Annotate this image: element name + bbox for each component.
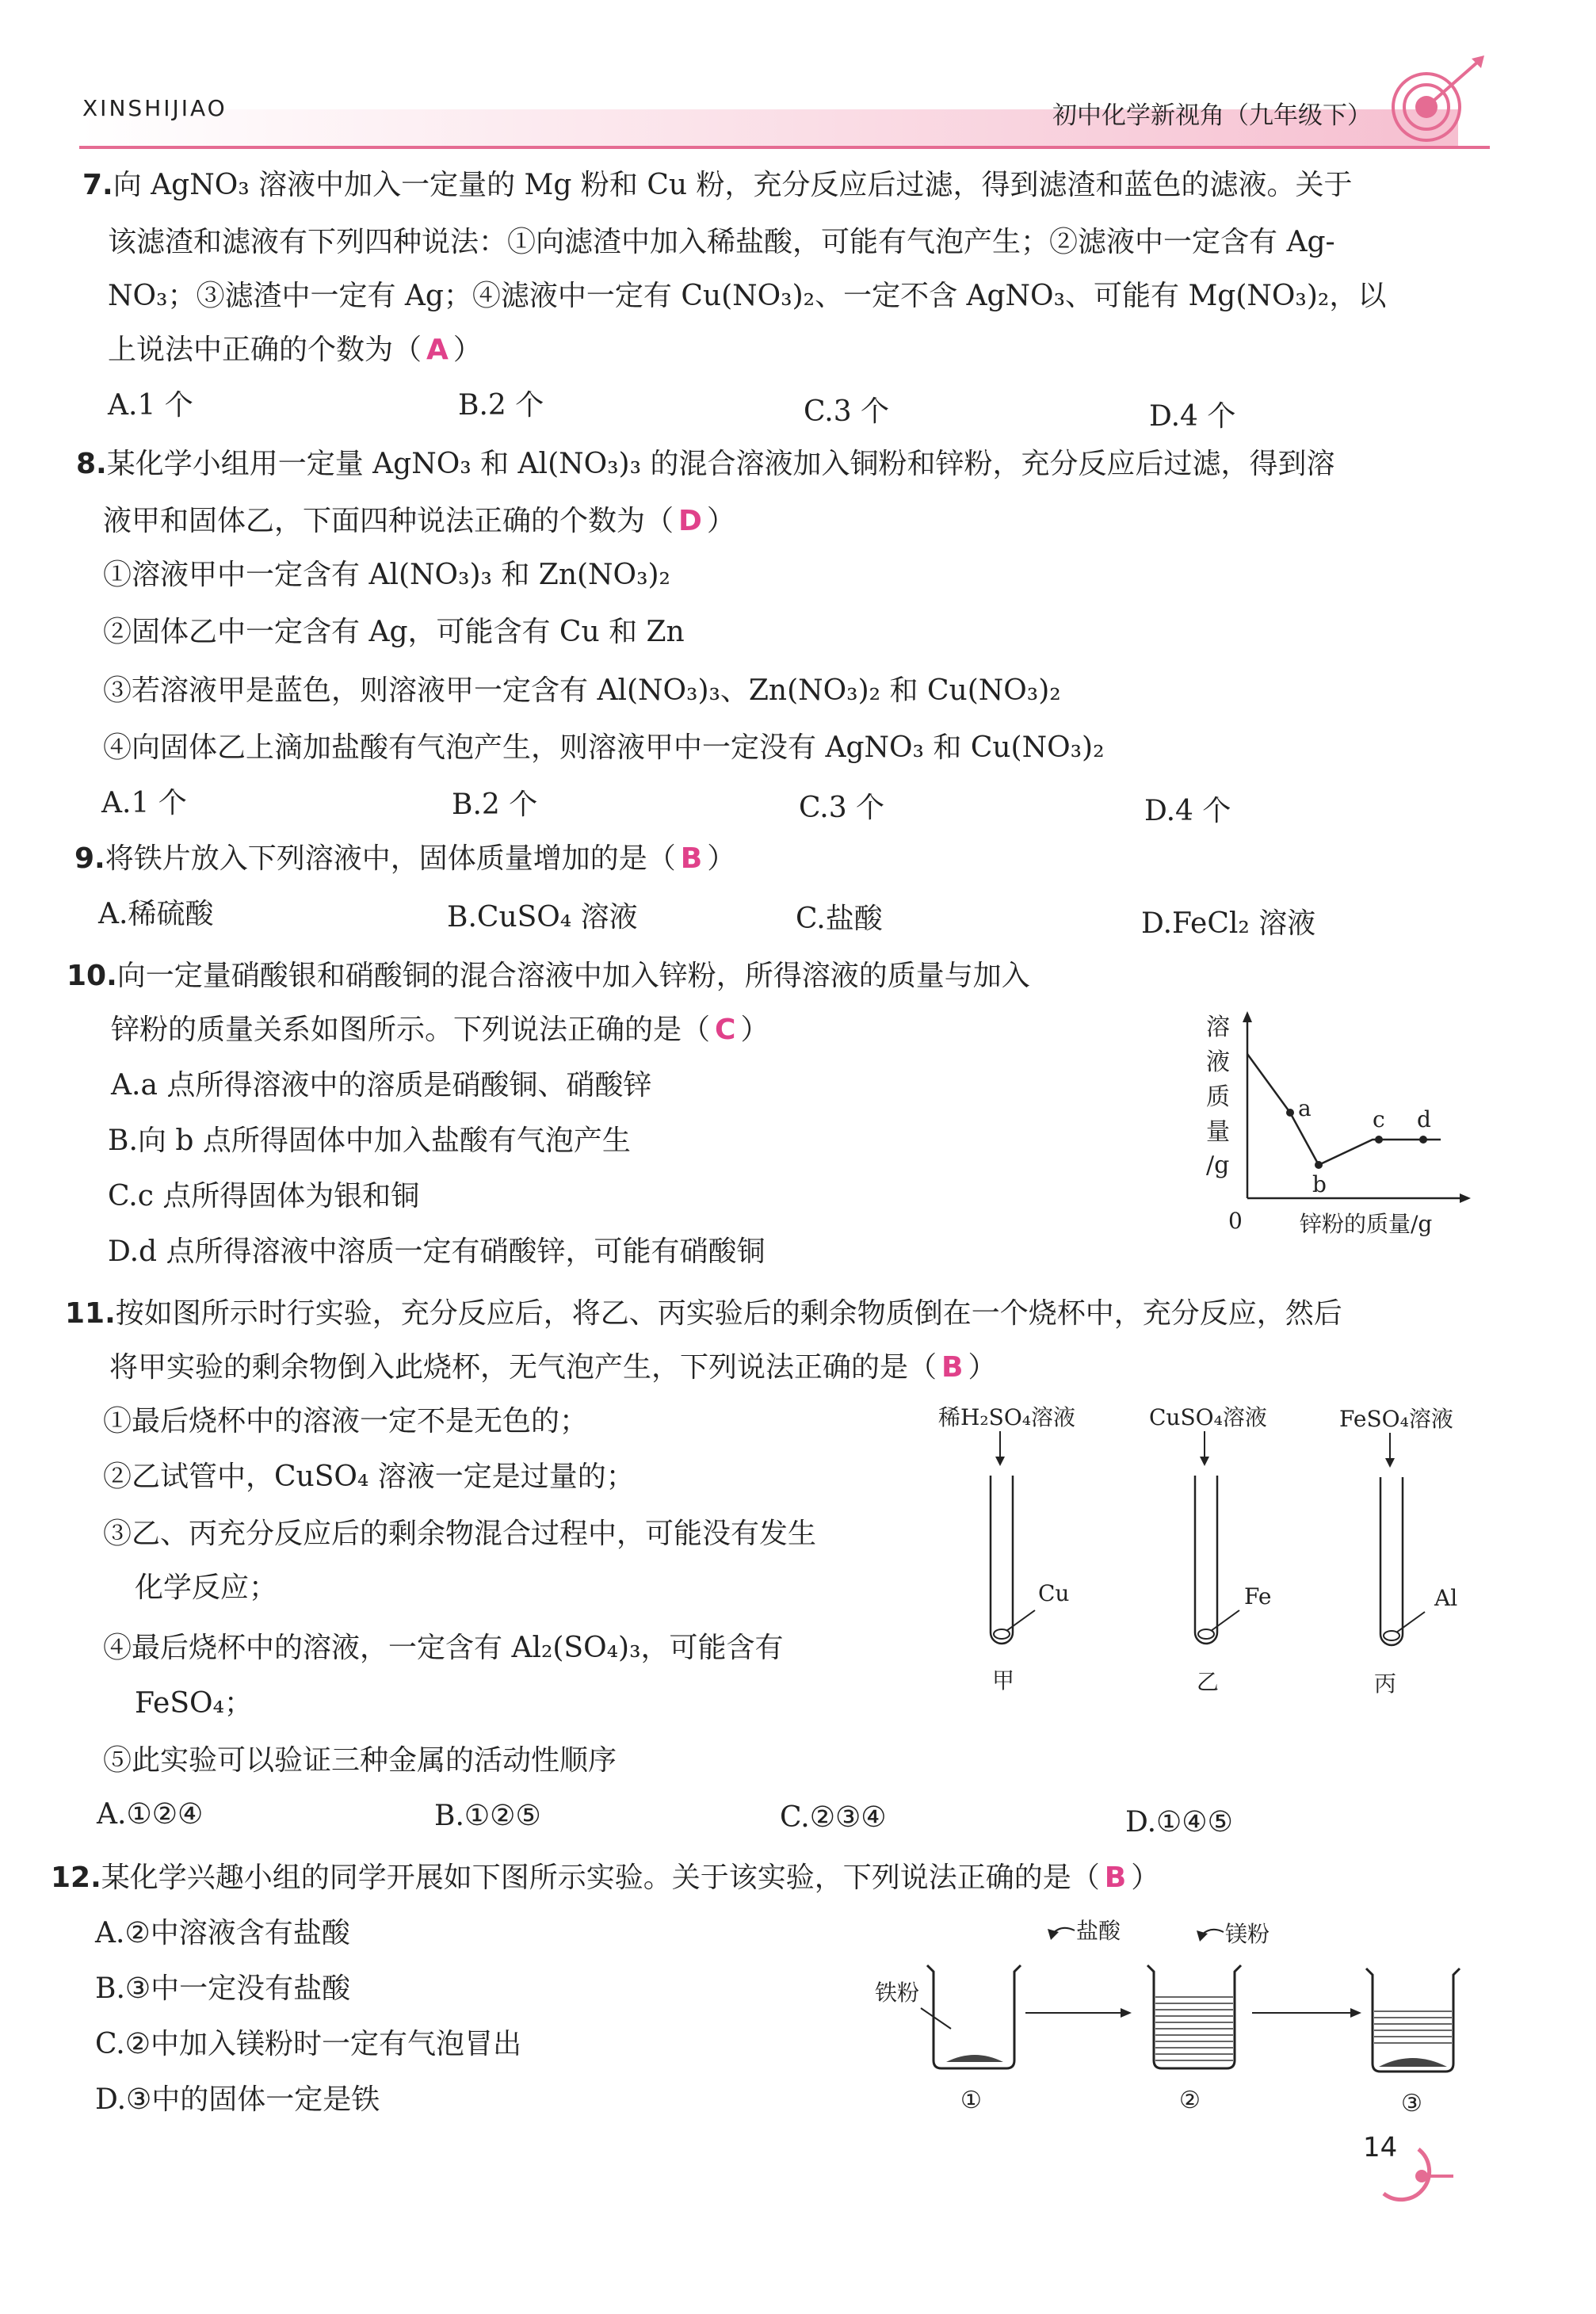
q11-statement-3: ③乙、丙充分反应后的剩余物混合过程中，可能没有发生: [103, 1518, 817, 1550]
q7-line4: 上说法中正确的个数为（ A ）: [108, 334, 482, 366]
q10-number: 10.: [67, 960, 117, 992]
graph-ylabel-4: 量: [1206, 1118, 1230, 1146]
q10-line2: 锌粉的质量关系如图所示。下列说法正确的是（ C ）: [111, 1014, 769, 1046]
tube1-reagent: 稀H₂SO₄溶液: [938, 1404, 1076, 1430]
q12-option-b: B.③中一定没有盐酸: [95, 1972, 351, 2005]
target-logo-icon: [1383, 48, 1494, 158]
q11-option-c: C.②③④: [780, 1801, 887, 1834]
q7-option-b: B.2 个: [458, 389, 544, 422]
q9-option-d: D.FeCl₂ 溶液: [1141, 907, 1316, 940]
graph-label-c: c: [1373, 1106, 1385, 1132]
q11-statement-4: ④最后烧杯中的溶液，一定含有 Al₂(SO₄)₃，可能含有: [103, 1632, 784, 1664]
graph-point-d: [1419, 1136, 1427, 1144]
q11-test-tubes: [927, 1403, 1482, 1704]
q8-option-a: A.1 个: [101, 787, 187, 819]
q8-option-c: C.3 个: [799, 792, 885, 824]
q9-option-c: C.盐酸: [796, 903, 883, 935]
q7-answer: A: [426, 334, 449, 366]
q8-option-b: B.2 个: [452, 789, 538, 821]
tube3-name: 丙: [1374, 1671, 1397, 1697]
tube3: [1380, 1477, 1403, 1645]
q8-line2: 液甲和固体乙，下面四种说法正确的个数为（ D ）: [103, 505, 735, 537]
q12-number: 12.: [51, 1862, 101, 1894]
q10-option-b: B.向 b 点所得固体中加入盐酸有气泡产生: [108, 1125, 631, 1157]
q12-answer: B: [1104, 1862, 1127, 1894]
q10-option-a: A.a 点所得溶液中的溶质是硝酸铜、硝酸锌: [111, 1069, 652, 1102]
q11-statement-3-cont: 化学反应；: [135, 1571, 278, 1604]
tube2-name: 乙: [1197, 1669, 1220, 1695]
process-arrow-2-icon: [1350, 2008, 1361, 2018]
q9-line: 9.将铁片放入下列溶液中，固体质量增加的是（ B ）: [74, 842, 736, 875]
q11-line2: 将甲实验的剩余物倒入此烧杯，无气泡产生，下列说法正确的是（ B ）: [109, 1351, 997, 1384]
q8-line1: 8.某化学小组用一定量 AgNO₃ 和 Al(NO₃)₃ 的混合溶液加入铜粉和锌粉，充分反应后过滤，得到溶: [76, 448, 1335, 480]
beaker3-add-label: 镁粉: [1225, 1921, 1270, 1947]
q11-statement-4-cont: FeSO₄；: [135, 1687, 253, 1720]
graph-ylabel-5: /g: [1206, 1151, 1230, 1179]
series-title: 初中化学新视角（九年级下）: [1052, 101, 1372, 130]
graph-label-b: b: [1312, 1171, 1327, 1197]
q7-line1: 7.向 AgNO₃ 溶液中加入一定量的 Mg 粉和 Cu 粉，充分反应后过滤，得到滤渣和蓝色的滤液。关于: [82, 169, 1353, 201]
q10-graph: [1189, 1006, 1474, 1244]
q11-line1: 11.按如图所示时行实验，充分反应后，将乙、丙实验后的剩余物质倒在一个烧杯中，充分反应，然后: [65, 1297, 1342, 1330]
tube2: [1195, 1476, 1217, 1644]
graph-curve: [1247, 1054, 1441, 1165]
tube1-name: 甲: [992, 1667, 1015, 1693]
tube3-arrow-icon: [1385, 1458, 1395, 1468]
graph-point-c: [1375, 1136, 1383, 1144]
q8-statement-1: ①溶液甲中一定含有 Al(NO₃)₃ 和 Zn(NO₃)₂: [103, 559, 670, 591]
q8-option-d: D.4 个: [1144, 795, 1231, 827]
beaker3-solid: [1379, 2058, 1447, 2067]
q11-statement-5: ⑤此实验可以验证三种金属的活动性顺序: [103, 1744, 617, 1777]
graph-point-a: [1286, 1109, 1294, 1117]
q12-option-a: A.②中溶液含有盐酸: [95, 1917, 350, 1949]
page-number-ornament-icon: [1371, 2144, 1458, 2208]
q7-option-a: A.1 个: [108, 389, 193, 422]
q7-line3: NO₃；③滤渣中一定有 Ag；④滤液中一定有 Cu(NO₃)₂、一定不含 AgNO₃、可能有 Mg(NO₃)₂，以: [108, 280, 1387, 312]
q8-statement-3: ③若溶液甲是蓝色，则溶液甲一定含有 Al(NO₃)₃、Zn(NO₃)₂ 和 Cu(NO₃)₂: [103, 674, 1061, 707]
q11-number: 11.: [65, 1297, 116, 1330]
q7-option-d: D.4 个: [1149, 400, 1236, 433]
tube2-arrow-icon: [1200, 1457, 1209, 1466]
q10-answer: C: [715, 1014, 736, 1046]
q12-beakers: [864, 1910, 1498, 2132]
graph-ylabel-2: 液: [1206, 1048, 1230, 1076]
q10-option-c: C.c 点所得固体为银和铜: [108, 1180, 420, 1212]
process-arrow-1-icon: [1121, 2008, 1132, 2018]
q9-option-b: B.CuSO₄ 溶液: [447, 901, 638, 934]
tube2-reagent: CuSO₄溶液: [1149, 1404, 1267, 1430]
q7-line2: 该滤渣和滤液有下列四种说法：①向滤渣中加入稀盐酸，可能有气泡产生；②滤液中一定含有 Ag-: [108, 226, 1335, 258]
q11-answer: B: [941, 1351, 964, 1384]
page-number: 14: [1363, 2132, 1398, 2163]
q8-statement-2: ②固体乙中一定含有 Ag，可能含有 Cu 和 Zn: [103, 616, 685, 648]
header-brand: XINSHIJIAO: [82, 95, 227, 121]
beaker1-label: ①: [960, 2087, 982, 2114]
q8-answer: D: [678, 505, 702, 537]
tube1: [991, 1476, 1013, 1644]
q8-statement-4: ④向固体乙上滴加盐酸有气泡产生，则溶液甲中一定没有 AgNO₃ 和 Cu(NO₃)₂: [103, 731, 1105, 764]
q7-option-c: C.3 个: [804, 395, 890, 428]
graph-xlabel: 锌粉的质量/g: [1300, 1211, 1433, 1237]
beaker3-label: ③: [1401, 2090, 1422, 2117]
q11-option-a: A.①②④: [97, 1798, 204, 1831]
beaker-solid-label: 铁粉: [875, 1980, 920, 2006]
q12-option-d: D.③中的固体一定是铁: [95, 2083, 380, 2116]
graph-label-d: d: [1417, 1106, 1431, 1132]
beaker-1: [927, 1965, 1021, 2068]
tube3-metal: Al: [1434, 1585, 1458, 1611]
beaker-3: [1366, 1968, 1460, 2072]
q11-statement-1: ①最后烧杯中的溶液一定不是无色的；: [103, 1405, 589, 1438]
beaker1-iron-powder: [946, 2055, 1003, 2062]
q12-line: 12.某化学兴趣小组的同学开展如下图所示实验。关于该实验，下列说法正确的是（ B ）: [51, 1862, 1160, 1894]
header-rule: [79, 146, 1490, 149]
q9-number: 9.: [74, 842, 105, 875]
q10-option-d: D.d 点所得溶液中溶质一定有硝酸锌，可能有硝酸铜: [108, 1235, 766, 1268]
q11-option-b: B.①②⑤: [434, 1800, 541, 1832]
q10-line1: 10.向一定量硝酸银和硝酸铜的混合溶液中加入锌粉，所得溶液的质量与加入: [67, 960, 1030, 992]
graph-ylabel-3: 质: [1206, 1083, 1230, 1111]
q9-answer: B: [680, 842, 703, 875]
tube1-arrow-icon: [995, 1457, 1005, 1466]
beaker2-add-label: 盐酸: [1076, 1918, 1121, 1944]
beaker-2: [1147, 1965, 1241, 2068]
q7-number: 7.: [82, 169, 113, 201]
q9-option-a: A.稀硫酸: [98, 898, 214, 930]
beaker2-label: ②: [1179, 2087, 1201, 2114]
tube2-metal: Fe: [1244, 1583, 1272, 1609]
q11-statement-2: ②乙试管中，CuSO₄ 溶液一定是过量的；: [103, 1461, 635, 1493]
graph-y-arrow-icon: [1243, 1011, 1252, 1022]
q12-option-c: C.②中加入镁粉时一定有气泡冒出: [95, 2028, 521, 2060]
tube1-metal: Cu: [1038, 1580, 1070, 1606]
graph-ylabel-1: 溶: [1206, 1014, 1230, 1041]
graph-label-a: a: [1298, 1095, 1312, 1121]
tube3-reagent: FeSO₄溶液: [1339, 1406, 1453, 1432]
graph-x-arrow-icon: [1460, 1193, 1471, 1203]
graph-origin: 0: [1228, 1208, 1243, 1234]
q11-option-d: D.①④⑤: [1125, 1806, 1233, 1839]
graph-point-b: [1315, 1161, 1323, 1169]
q8-number: 8.: [76, 448, 107, 480]
